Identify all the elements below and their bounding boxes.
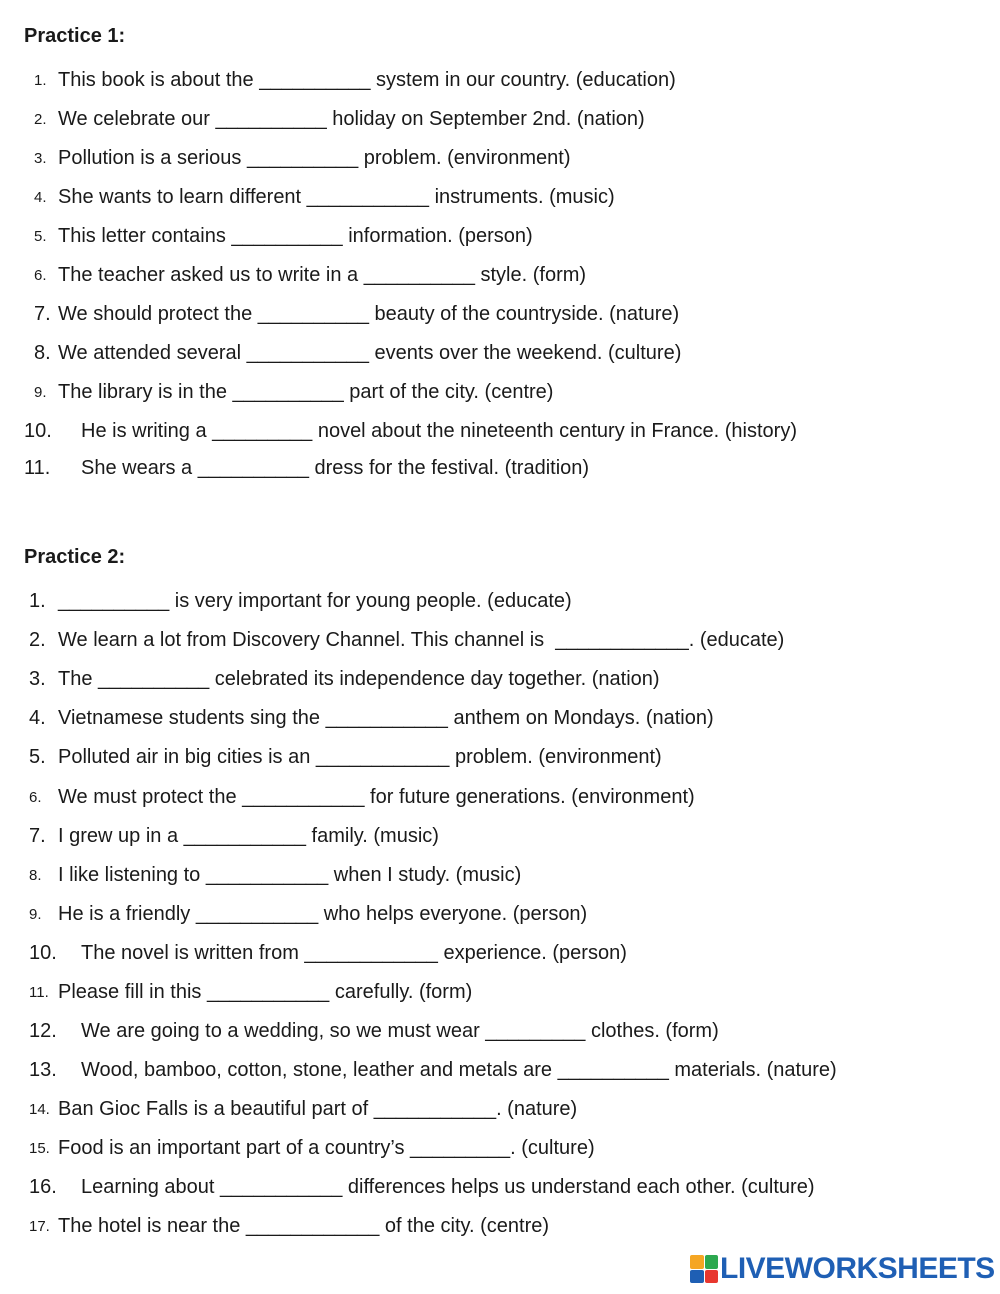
p2-item-6-text: We must protect the ___________ for future generations. (environment) [58,786,695,808]
p2-item-16-text: Learning about ___________ differences helps us understand each other. (culture) [81,1176,815,1198]
liveworksheets-logo-icon [690,1255,718,1283]
p1-item-9-number: 9. [34,384,47,401]
p1-item-2-number: 2. [34,111,47,128]
p1-item-8-number: 8. [34,342,51,364]
p2-item-9-number: 9. [29,906,42,923]
p2-item-3-text: The __________ celebrated its independence day together. (nation) [58,668,660,690]
p2-item-8-text: I like listening to ___________ when I study. (music) [58,864,522,886]
p2-item-13-number: 13. [29,1059,57,1081]
logo-text: LIVEWORKSHEETS [720,1252,995,1285]
p2-item-15-number: 15. [29,1140,50,1157]
p2-item-17-number: 17. [29,1218,50,1235]
p2-item-4-number: 4. [29,707,46,729]
p1-item-5-number: 5. [34,228,47,245]
p1-item-8-text: We attended several ___________ events over the weekend. (culture) [58,342,682,364]
practice-2-heading: Practice 2: [24,546,126,568]
practice-1-heading: Practice 1: [24,25,126,47]
p2-item-3-number: 3. [29,668,46,690]
p2-item-14-number: 14. [29,1101,50,1118]
p1-item-7-number: 7. [34,303,51,325]
p2-item-16-number: 16. [29,1176,57,1198]
p2-item-17-text: The hotel is near the ____________ of the city. (centre) [58,1215,550,1237]
p2-item-4-text: Vietnamese students sing the ___________ anthem on Mondays. (nation) [58,707,714,729]
p1-item-11-text: She wears a __________ dress for the festival. (tradition) [81,457,590,479]
p1-item-2-text: We celebrate our __________ holiday on September 2nd. (nation) [58,108,645,130]
p2-item-11-number: 11. [29,984,49,1001]
p2-item-2-text: We learn a lot from Discovery Channel. This channel is ____________. (educate) [58,629,785,651]
p2-item-2-number: 2. [29,629,46,651]
p2-item-11-text: Please fill in this ___________ carefully. (form) [58,981,473,1003]
p2-item-10-text: The novel is written from ____________ experience. (person) [81,942,627,964]
p2-item-1-text: __________ is very important for young people. (educate) [58,590,572,612]
p1-item-11-number: 11. [24,457,51,479]
p2-item-6-number: 6. [29,789,42,806]
p1-item-1-number: 1. [34,72,47,89]
p1-item-4-text: She wants to learn different ___________ instruments. (music) [58,186,615,208]
p2-item-5-text: Polluted air in big cities is an ____________ problem. (environment) [58,746,662,768]
p1-item-7-text: We should protect the __________ beauty of the countryside. (nature) [58,303,680,325]
p2-item-13-text: Wood, bamboo, cotton, stone, leather and metals are __________ materials. (nature) [81,1059,837,1081]
p2-item-14-text: Ban Gioc Falls is a beautiful part of ___________. (nature) [58,1098,578,1120]
p2-item-7-text: I grew up in a ___________ family. (music) [58,825,439,847]
p2-item-15-text: Food is an important part of a country’s _________. (culture) [58,1137,595,1159]
p1-item-10-number: 10. [24,420,52,442]
p1-item-6-number: 6. [34,267,47,284]
p1-item-9-text: The library is in the __________ part of the city. (centre) [58,381,554,403]
p2-item-8-number: 8. [29,867,42,884]
p2-item-12-number: 12. [29,1020,57,1042]
p1-item-5-text: This letter contains __________ information. (person) [58,225,533,247]
p2-item-1-number: 1. [29,590,46,612]
p1-item-3-number: 3. [34,150,47,167]
p1-item-10-text: He is writing a _________ novel about the nineteenth century in France. (history) [81,420,797,442]
p1-item-4-number: 4. [34,189,47,206]
p1-item-3-text: Pollution is a serious __________ problem. (environment) [58,147,571,169]
p2-item-10-number: 10. [29,942,57,964]
p2-item-9-text: He is a friendly ___________ who helps everyone. (person) [58,903,588,925]
p2-item-5-number: 5. [29,746,46,768]
p2-item-12-text: We are going to a wedding, so we must wear _________ clothes. (form) [81,1020,719,1042]
p1-item-1-text: This book is about the __________ system in our country. (education) [58,69,676,91]
p1-item-6-text: The teacher asked us to write in a __________ style. (form) [58,264,587,286]
liveworksheets-logo[interactable] [690,1253,995,1285]
p2-item-7-number: 7. [29,825,46,847]
